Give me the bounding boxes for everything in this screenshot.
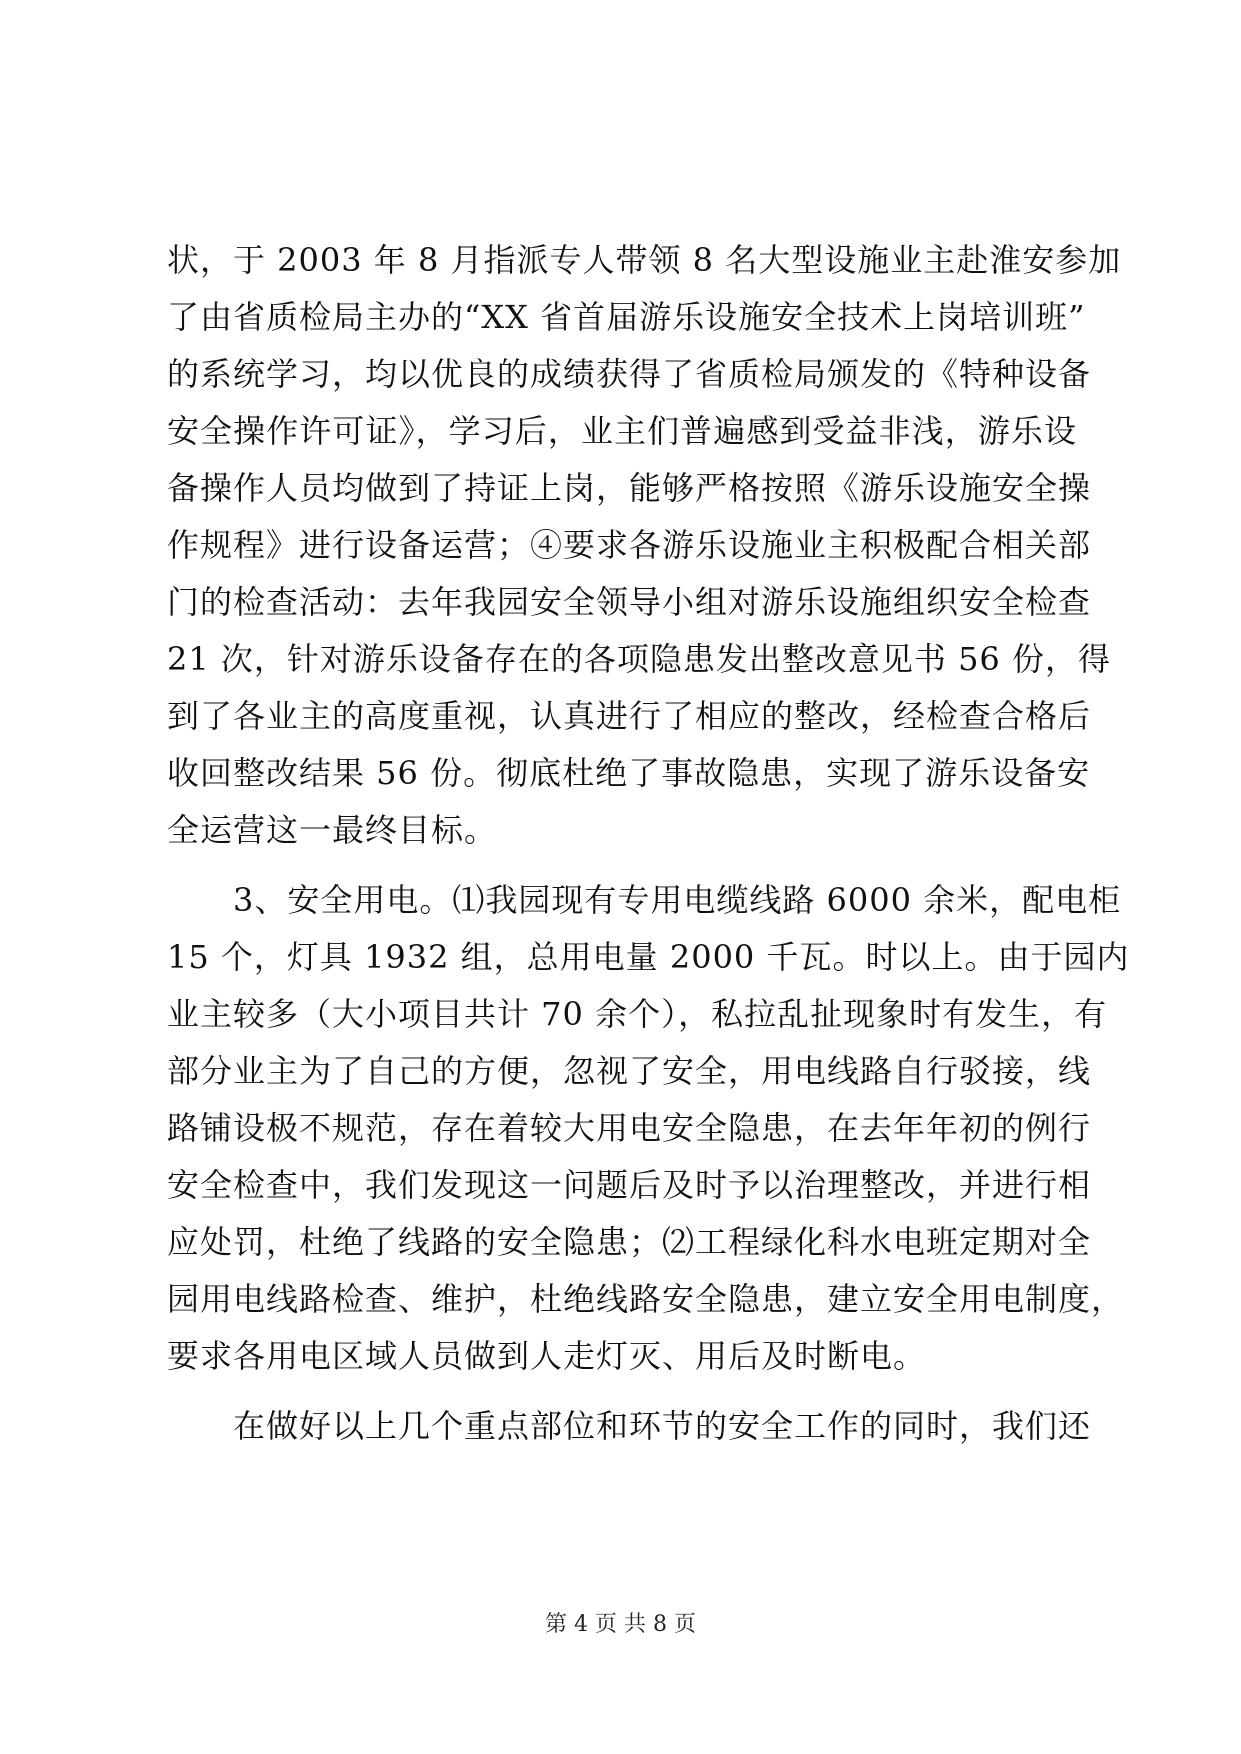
text-line: 安全操作许可证》，学习后，业主们普遍感到受益非浅，游乐设 — [167, 412, 1077, 450]
text-line: 到了各业主的高度重视，认真进行了相应的整改，经检查合格后 — [167, 697, 1092, 735]
text-line: 业主较多（大小项目共计 70 余个），私拉乱扯现象时有发生，有 — [167, 995, 1108, 1033]
paragraph-gap — [167, 859, 1077, 872]
paragraph-end-line: 全运营这一最终目标。 — [167, 811, 498, 849]
text-line: 门的检查活动：去年我园安全领导小组对游乐设施组织安全检查 — [167, 583, 1092, 621]
paragraph-gap — [167, 1385, 1077, 1398]
text-line: 收回整改结果 56 份。彻底杜绝了事故隐患，实现了游乐设备安 — [167, 754, 1091, 792]
text-line: 了由省质检局主办的“XX 省首届游乐设施安全技术上岗培训班” — [167, 298, 1086, 336]
text-line: 21 次，针对游乐设备存在的各项隐患发出整改意见书 56 份，得 — [167, 640, 1111, 678]
text-line: 作规程》进行设备运营；④要求各游乐设施业主积极配合相关部 — [167, 526, 1092, 564]
text-line: 状，于 2003 年 8 月指派专人带领 8 名大型设施业主赴淮安参加 — [167, 241, 1122, 279]
text-line: 部分业主为了自己的方便，忽视了安全，用电线路自行驳接，线 — [167, 1052, 1092, 1090]
text-line: 路铺设极不规范，存在着较大用电安全隐患，在去年年初的例行 — [167, 1109, 1092, 1147]
text-line: 园用电线路检查、维护，杜绝线路安全隐患，建立安全用电制度， — [167, 1280, 1125, 1318]
text-line: 的系统学习，均以优良的成绩获得了省质检局颁发的《特种设备 — [167, 355, 1092, 393]
paragraph-end-line: 要求各用电区域人员做到人走灯灭、用后及时断电。 — [167, 1337, 927, 1375]
text-line: 应处罚，杜绝了线路的安全隐患；⑵工程绿化科水电班定期对全 — [167, 1223, 1092, 1261]
text-line: 15 个，灯具 1932 组，总用电量 2000 千瓦。时以上。由于园内 — [167, 938, 1130, 976]
text-line: 在做好以上几个重点部位和环节的安全工作的同时，我们还 — [167, 1407, 1092, 1445]
page-number-footer: 第 4 页 共 8 页 — [545, 1612, 696, 1637]
document-body — [167, 232, 1130, 1455]
text-line: 3、安全用电。⑴我园现有专用电缆线路 6000 余米，配电柜 — [167, 881, 1122, 919]
text-line: 备操作人员均做到了持证上岗，能够严格按照《游乐设施安全操 — [167, 469, 1092, 507]
text-line: 安全检查中，我们发现这一问题后及时予以治理整改，并进行相 — [167, 1166, 1092, 1204]
